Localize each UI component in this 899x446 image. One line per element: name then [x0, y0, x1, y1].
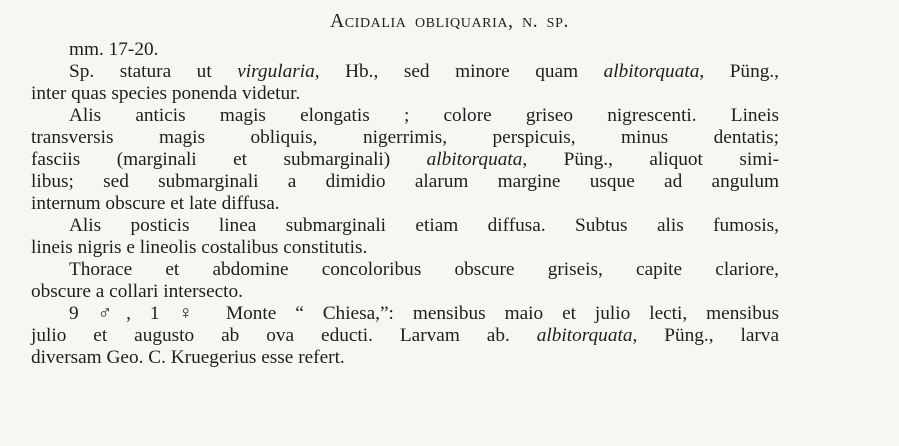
- paragraph-locality: [31, 303, 779, 369]
- text-run: , Hb., sed minore quam: [314, 61, 604, 82]
- text-line: internum obscure et late diffusa.: [31, 193, 280, 214]
- text-line: lineis nigris e lineolis costalibus constitutis.: [31, 237, 368, 258]
- text-line: Alis posticis linea submarginali etiam diffusa. Subtus alis fumosis,: [69, 215, 779, 236]
- species-name: albitorquata: [536, 325, 633, 346]
- text-line: Thorace et abdomine concoloribus obscure griseis, capite clariore,: [69, 259, 779, 280]
- text-run: fasciis (marginali et submarginali): [31, 149, 427, 170]
- text-line: transversis magis obliquis, nigerrimis, perspicuis, minus dentatis;: [31, 127, 779, 148]
- species-description: [31, 39, 779, 369]
- paragraph-alis-posticis: [31, 215, 779, 259]
- text-line: inter quas species ponenda videtur.: [31, 83, 301, 104]
- text-line: obscure a collari intersecto.: [31, 281, 243, 302]
- text-run: Sp. statura ut: [69, 61, 238, 82]
- text-line: Alis anticis magis elongatis ; colore griseo nigrescenti. Lineis: [69, 105, 779, 126]
- text-run: , Püng., aliquot simi-: [522, 149, 779, 170]
- text-line: diversam Geo. C. Kruegerius esse refert.: [31, 347, 345, 368]
- paragraph-thorace: [31, 259, 779, 303]
- text-run: , Püng., larva: [632, 325, 779, 346]
- species-name: albitorquata: [603, 61, 700, 82]
- size-line: mm. 17-20.: [69, 39, 159, 60]
- text-line: libus; sed submarginali a dimidio alarum margine usque ad angulum: [31, 171, 779, 192]
- text-line: [31, 149, 779, 171]
- text-line: 9 ♂, 1 ♀ Monte “ Chiesa,”: mensibus maio et julio lecti, mensibus: [69, 303, 779, 324]
- species-title: Acidalia obliquaria, n. sp.: [330, 11, 569, 32]
- paragraph-statura: [31, 61, 779, 105]
- text-line: [31, 325, 779, 347]
- text-run: , Püng.,: [699, 61, 779, 82]
- species-name: virgularia: [237, 61, 315, 82]
- text-line: [31, 61, 779, 83]
- species-name: albitorquata: [426, 149, 523, 170]
- text-run: julio et augusto ab ova educti. Larvam ab.: [31, 325, 537, 346]
- paragraph-alis-anticis: [31, 105, 779, 215]
